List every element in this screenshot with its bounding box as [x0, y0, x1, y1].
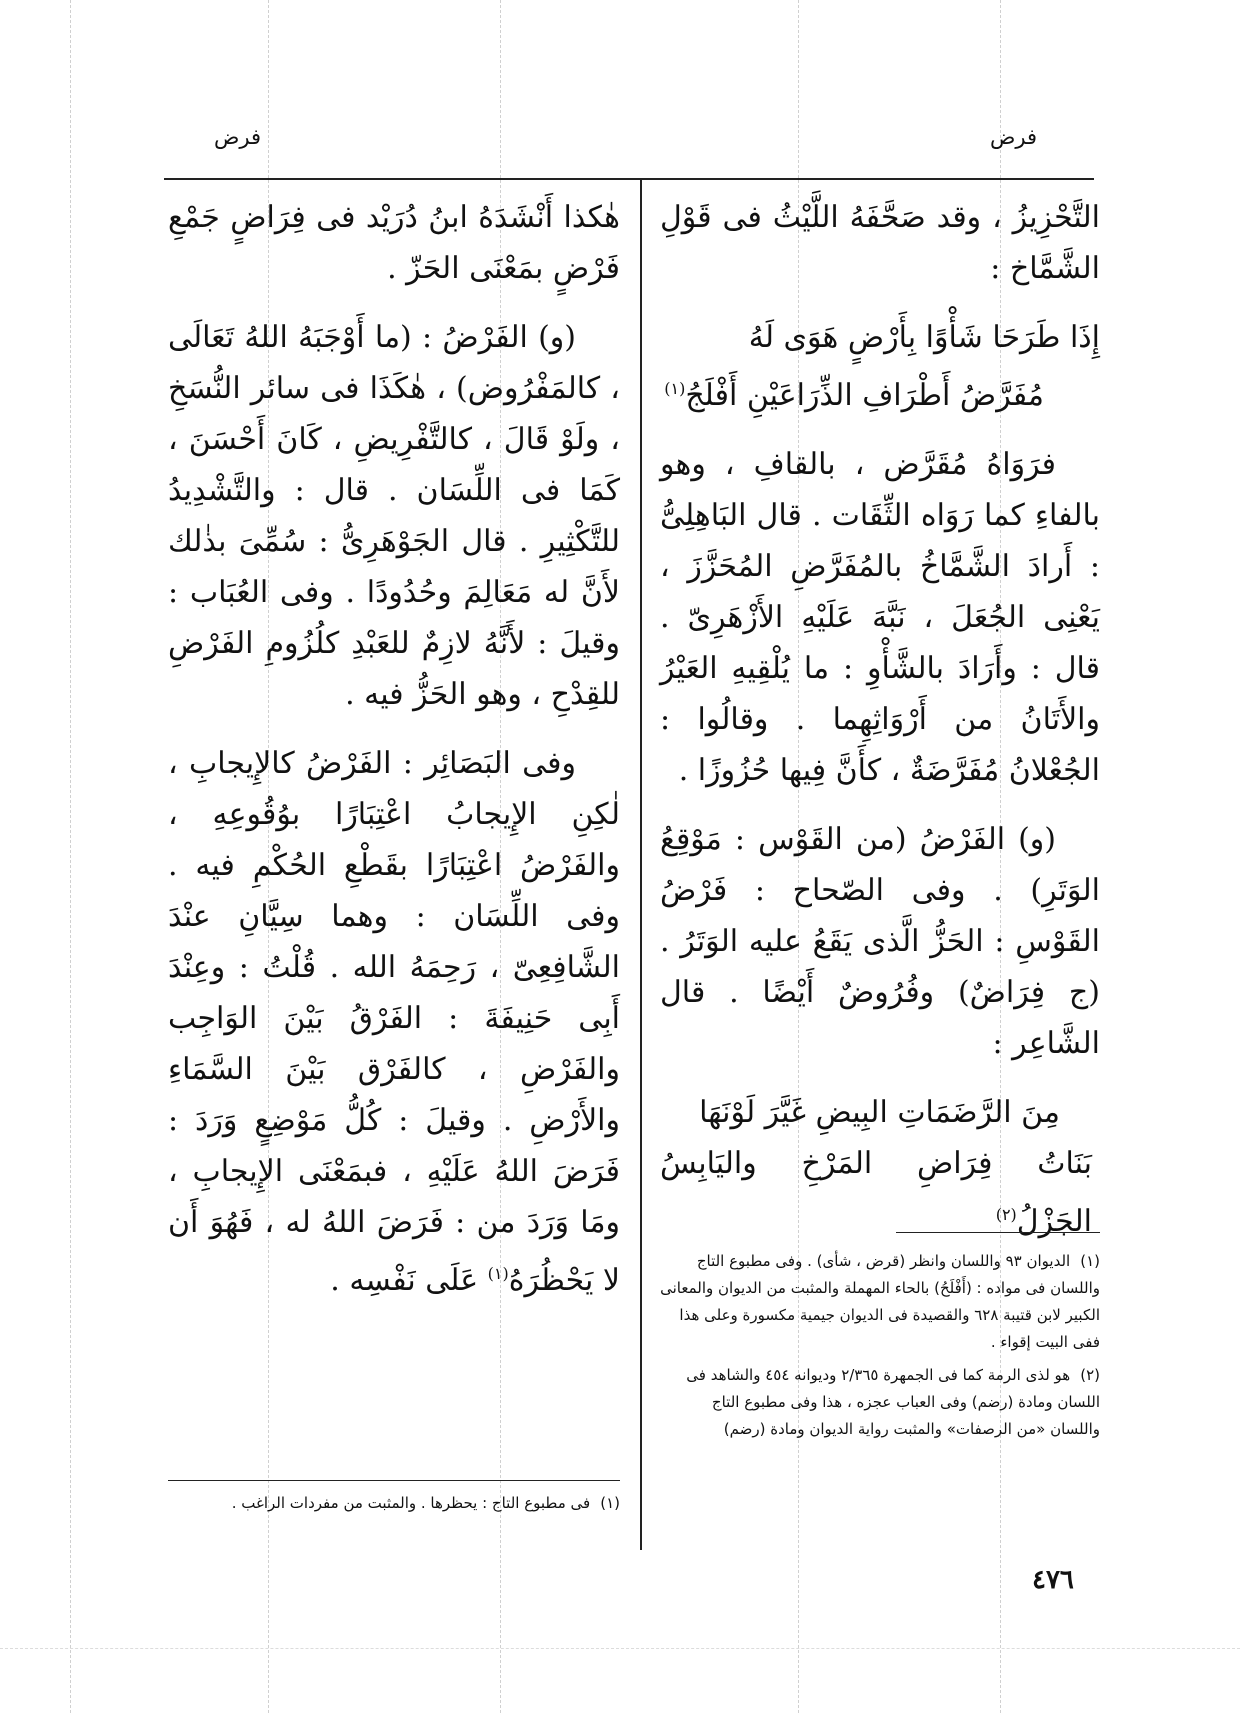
footnote-rule [896, 1232, 1100, 1233]
right-footnotes [660, 1248, 1100, 1449]
paragraph: فرَوَاهُ مُقَرَّض ، بالقافِ ، وهو بالفاءِ كما رَوَاه الثِّقَات . قال البَاهِلِىُّ : أَرادَ الشَّمَّاخُ بالمُفَرَّضِ المُحَزَّزَ ، يَعْنِى الجُعَلَ ، نَبَّهَ عَلَيْهِ الأَزْهَرِىّ . قال : وأَرَادَ بالشَّأْوِ : ما يُلْقِيهِ العَيْرُ والأَتَانُ من أَرْوَاثِهِما . وقالُوا : الجُعْلانُ مُفَرَّضَةٌ ، كأَنَّ فِيها حُزُوزًا . [660, 447, 1100, 788]
left-footnotes [168, 1490, 620, 1523]
verse-hemistich [660, 363, 1100, 421]
paragraph-text: عَلَى نَفْسِه . [330, 1263, 479, 1298]
right-column [660, 192, 1100, 1265]
column-divider [640, 180, 642, 1550]
footnote-text: هو لذى الرمة كما فى الجمهرة ٢/٣٦٥ وديوانه ٤٥٤ والشاهد فى اللسان ومادة (رضم) وفى العباب عجزه ، هذا وفى مطبوع التاج واللسان «من الرصفات» والمثبت رواية الديوان ومادة (رضم) [686, 1366, 1100, 1438]
paragraph [168, 738, 620, 1306]
footnote-number: (١) [600, 1494, 620, 1512]
footnote-ref: (٢) [995, 1205, 1017, 1224]
verse [660, 312, 1100, 421]
paragraph: (و) الفَرْضُ (من القَوْس : مَوْقِعُ الوَتَرِ) . وفى الصّحاح : فَرْضُ القَوْسِ : الحَزُّ الَّذى يَقَعُ عليه الوَتَرُ . (ج فِرَاضٌ) وفُرُوضٌ أَيْضًا . قال الشَّاعِر : [660, 822, 1100, 1061]
page-number: ٤٧٦ [1032, 1565, 1074, 1595]
footnote [168, 1490, 620, 1517]
verse [660, 1087, 1100, 1247]
footnote-ref: (١) [487, 1264, 509, 1283]
footnote-text: فى مطبوع التاج : يحظرها . والمثبت من مفردات الراغب . [231, 1494, 591, 1512]
paragraph: التَّحْزِيزُ ، وقد صَحَّفَهُ اللَّيْثُ فى قَوْلِ الشَّمَّاخ : [660, 200, 1100, 286]
footnote-rule [168, 1480, 620, 1481]
paragraph: (و) الفَرْضُ : (ما أَوْجَبَهُ اللهُ تَعَالَى ، كالمَفْرُوض) ، هٰكَذَا فى سائر النُّسَخِ ، ولَوْ قَالَ ، كالتَّفْرِيضِ ، كَانَ أَحْسَنَ ، كَمَا فى اللِّسَان . قال : والتَّشْدِيدُ للتَّكْثِيرِ . قال الجَوْهَرِىُّ : سُمِّىَ بذٰلك لأَنَّ له مَعَالِمَ وحُدُودًا . وفى العُبَاب : وقيلَ : لأَنَّهُ لازِمٌ للعَبْدِ كلُزُومِ الفَرْضِ للقِدْحِ ، وهو الحَزُّ فيه . [168, 320, 620, 712]
verse-hemistich-text: بَنَاتُ فِرَاضِ المَرْخِ واليَابِسُ الجَزْلُ [660, 1146, 1092, 1239]
verse-hemistich [660, 1138, 1100, 1247]
scan-guide-line [70, 0, 71, 1713]
footnote-ref: (١) [664, 379, 686, 398]
paragraph: هٰكذا أَنْشَدَهُ ابنُ دُرَيْد فى فِرَاضٍ جَمْعِ فَرْضٍ بمَعْنَى الحَزّ . [168, 200, 620, 286]
footnote [660, 1362, 1100, 1443]
paragraph-text: وفى البَصَائِر : الفَرْضُ كالإِيجابِ ، لٰكِنِ الإِيجابُ اعْتِبَارًا بوُقُوعِهِ ، والفَرْضُ اعْتِبَارًا بقَطْعِ الحُكْمِ فيه . وفى اللِّسَان : وهما سِيَّانِ عنْدَ الشَّافِعِىّ ، رَحِمَهُ الله . قُلْتُ : وعِنْدَ أَبِى حَنِيفَةَ : الفَرْقُ بَيْنَ الوَاجِب والفَرْضِ ، كالفَرْق بَيْنَ السَّمَاءِ والأَرْضِ . وقيلَ : كُلُّ مَوْضِعٍ وَرَدَ : فَرَضَ اللهُ عَلَيْهِ ، فبمَعْنَى الإِيجابِ ، ومَا وَرَدَ من : فَرَضَ اللهُ له ، فَهُوَ أَن لا يَحْظُرَهُ [168, 746, 620, 1298]
footnote-text: الديوان ٩٣ واللسان وانظر (قرض ، شأى) . وفى مطبوع التاج واللسان فى مواده : (أَفْلَحُ) بالحاء المهملة والمثبت من الديوان والمعانى الكبير لابن قتيبة ٦٢٨ والقصيدة فى الديوان جيمية مكسورة وعلى هذا ففى البيت إقواء . [660, 1252, 1100, 1351]
footnote-number: (٢) [1080, 1366, 1100, 1384]
footnote-number: (١) [1080, 1252, 1100, 1270]
header-rule [164, 178, 1094, 180]
running-headword-right: فرض [990, 125, 1038, 149]
footnote [660, 1248, 1100, 1356]
verse-hemistich-text: مُفَرَّضُ أَطْرَافِ الذِّرَاعَيْنِ أَفْلَجُ [685, 378, 1044, 413]
verse-hemistich: إِذَا طَرَحَا شَأْوًا بِأَرْضٍ هَوَى لَهُ [748, 320, 1100, 355]
running-headword-left: فرض [214, 125, 262, 149]
scan-guide-line [0, 1648, 1240, 1649]
left-column [168, 192, 620, 1324]
verse-hemistich: مِنَ الرَّضَمَاتِ البِيضِ غَيَّرَ لَوْنَهَا [699, 1095, 1060, 1130]
